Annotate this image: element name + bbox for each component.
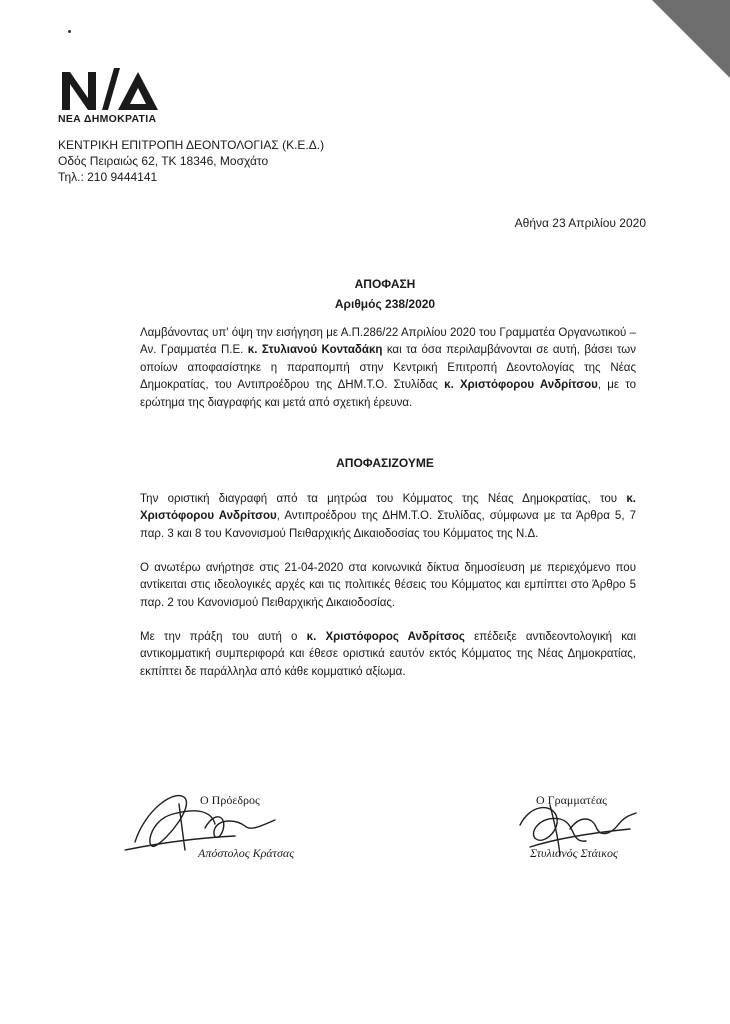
title-block [0, 274, 730, 314]
brand-name: ΝΕΑ ΔΗΜΟΚΡΑΤΙΑ [58, 113, 157, 125]
president-role: Ο Πρόεδρος [200, 793, 260, 807]
phone: Τηλ.: 210 9444141 [58, 170, 158, 184]
scan-speck [68, 30, 71, 33]
paragraph-consequence: Με την πράξη του αυτή ο κ. Χριστόφορος Ανδρίτσος επέδειξε αντιδεοντολογική και αντικομματική συμπεριφορά και έθεσε οριστικά εαυτόν εκτός Κόμματος της Νέας Δημοκρατίας, εκπίπτει δε παράλληλα από κάθε κομματικό αξίωμα. [140, 631, 637, 678]
paragraph-considering: Λαμβάνοντας υπ' όψη την εισήγηση με Α.Π.286/22 Απριλίου 2020 του Γραμματέα Οργανωτικού – Αν. Γραμματέα Π.Ε. κ. Στυλιανού Κονταδάκη και τα όσα περιλαμβάνονται σε αυτή, βάσει των οποίων αποφασίστηκε η παραπομπή στην Κεντρική Επιτροπή Δεοντολογίας της Νέας Δημοκρατίας, του Αντιπροέδρου της ΔΗΜ.Τ.Ο. Στυλίδας κ. Χριστόφορου Ανδρίτσου, με το ερώτημα της διαγραφής και μετά από σχετική έρευνα. [140, 327, 636, 409]
secretary-role: Ο Γραμματέας [536, 793, 607, 807]
party-logo [58, 60, 178, 120]
decision-heading: ΑΠΟΦΑΣΙΖΟΥΜΕ [336, 456, 434, 470]
document-title: ΑΠΟΦΑΣΗ [354, 277, 416, 291]
secretary-name: Στυλιανός Στάικος [530, 846, 618, 860]
letterhead [58, 137, 324, 185]
document-date: Αθήνα 23 Απριλίου 2020 [514, 216, 646, 230]
decision-number: Αριθμός 238/2020 [334, 297, 436, 311]
page-corner-fold [652, 0, 730, 78]
paragraph-decision: Την οριστική διαγραφή από τα μητρώα του Κόμματος της Νέας Δημοκρατίας, του κ. Χριστόφορου Ανδρίτσου, Αντιπροέδρου της ΔΗΜ.Τ.Ο. Στυλίδας, σύμφωνα με τα Άρθρα 5, 7 παρ. 3 και 8 του Κανονισμού Πειθαρχικής Δικαιοδοσίας του Κόμματος της Ν.Δ. [140, 493, 636, 540]
president-name: Απόστολος Κράτσας [198, 846, 295, 860]
paragraph-reason: Ο ανωτέρω ανήρτησε στις 21-04-2020 στα κοινωνικά δίκτυα δημοσίευση με περιεχόμενο που αντίκειται στις ιδεολογικές αρχές και τις πολιτικές θέσεις του Κόμματος και εμπίπτει στο Άρθρο 5 παρ. 2 του Κανονισμού Πειθαρχικής Δικαιοδοσίας. [140, 562, 636, 609]
committee-name: ΚΕΝΤΡΙΚΗ ΕΠΙΤΡΟΠΗ ΔΕΟΝΤΟΛΟΓΙΑΣ (Κ.Ε.Δ.) [58, 138, 325, 152]
address: Οδός Πειραιώς 62, ΤΚ 18346, Μοσχάτο [58, 154, 269, 168]
